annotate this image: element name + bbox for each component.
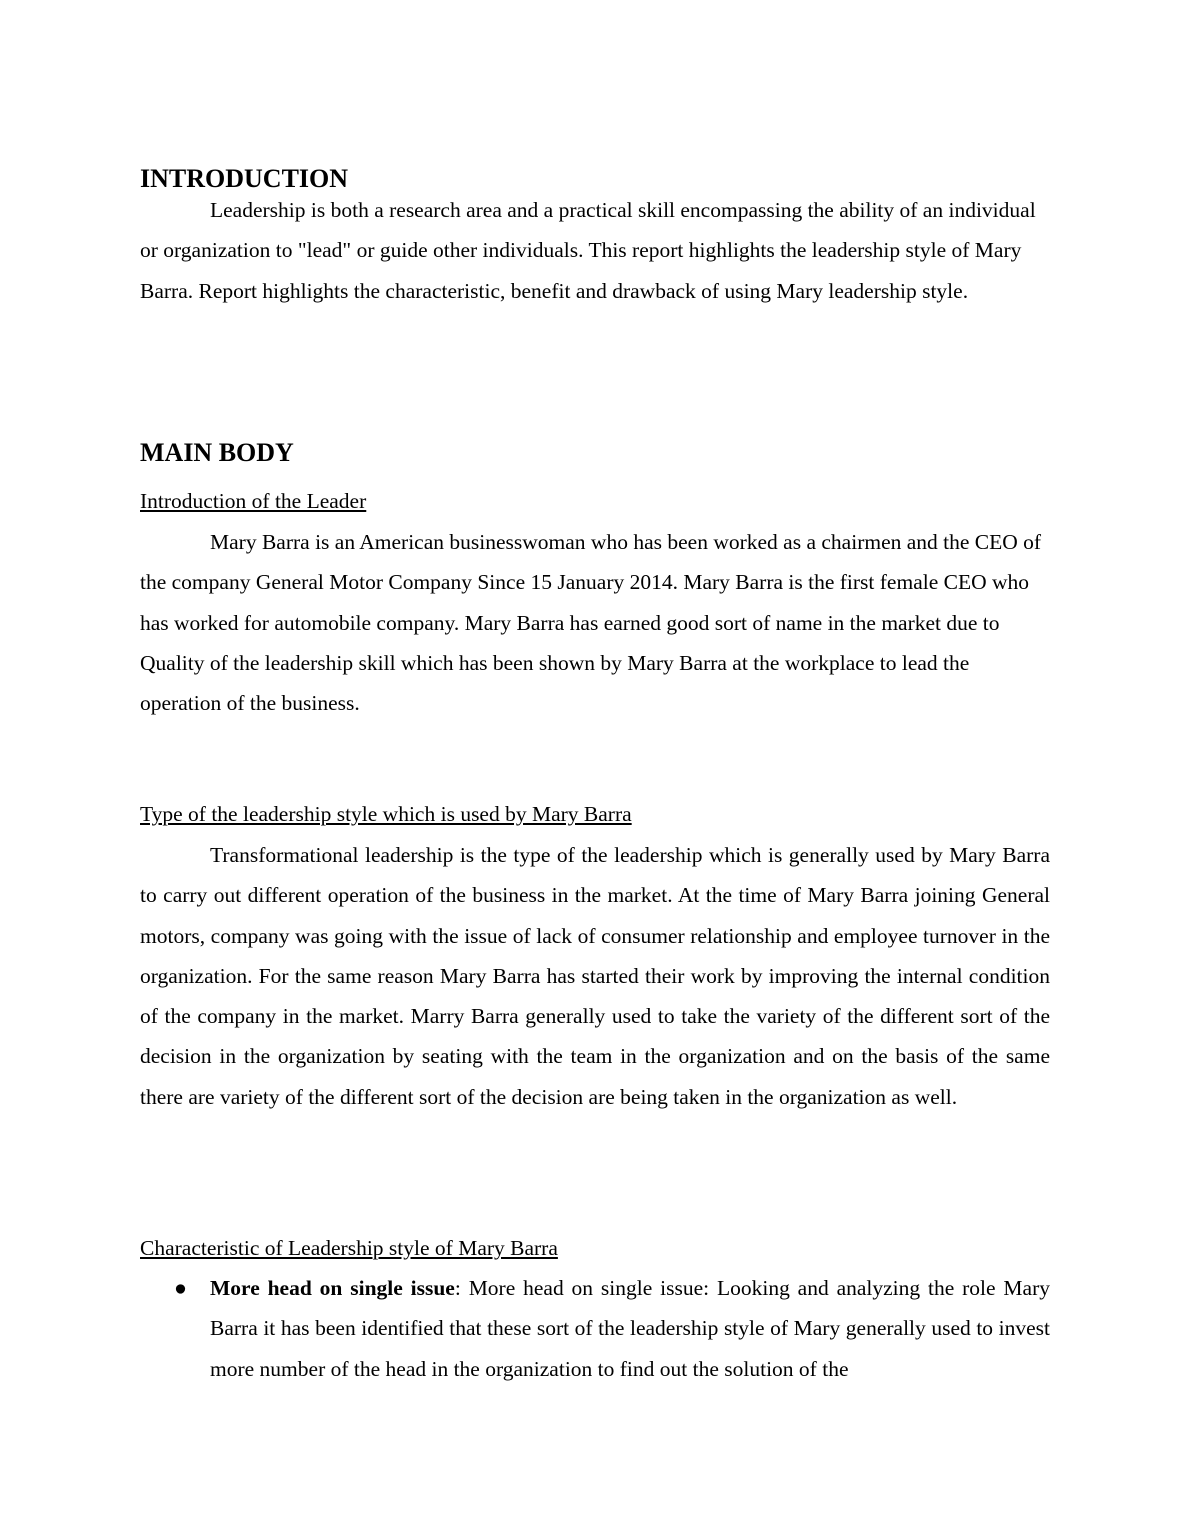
- section-subheading-leadership-type: Type of the leadership style which is used by Mary Barra: [140, 802, 632, 826]
- main-body-heading: MAIN BODY: [140, 438, 294, 467]
- leader-introduction-paragraph: Mary Barra is an American businesswoman who has been worked as a chairmen and the CEO of the company General Motor Company Since 15 January 2014. Mary Barra is the first female CEO who has worked for automobile company. Mary Barra has earned good sort of name in the market due to Quality of the leadership skill which has been shown by Mary Barra at the workplace to lead the operation of the business.: [140, 530, 1042, 716]
- introduction-paragraph: Leadership is both a research area and a practical skill encompassing the ability of an individual or organization to "lead" or guide other individuals. This report highlights the leadership style of Mary Barra. Report highlights the characteristic, benefit and drawback of using Mary leadership style.: [140, 198, 1036, 303]
- characteristic-bullet-item: [174, 1268, 1050, 1389]
- introduction-heading: INTRODUCTION: [140, 164, 349, 193]
- bullet-icon: ●: [174, 1276, 187, 1300]
- section-subheading-introduction-of-leader: Introduction of the Leader: [140, 489, 367, 513]
- bullet-bold-lead: More head on single issue: [210, 1276, 455, 1300]
- section-subheading-characteristics: Characteristic of Leadership style of Mary Barra: [140, 1236, 558, 1260]
- bullet-text: : More head on single issue: Looking and analyzing the role Mary Barra it has been identified that these sort of the leadership style of Mary generally used to invest more number of the head in the organization to find out the solution of the: [210, 1276, 1050, 1381]
- leadership-type-paragraph: Transformational leadership is the type of the leadership which is generally used by Mary Barra to carry out different operation of the business in the market. At the time of Mary Barra joining General motors, company was going with the issue of lack of consumer relationship and employee turnover in the organization. For the same reason Mary Barra has started their work by improving the internal condition of the company in the market. Marry Barra generally used to take the variety of the different sort of the decision in the organization by seating with the team in the organization and on the basis of the same there are variety of the different sort of the decision are being taken in the organization as well.: [140, 843, 1050, 1109]
